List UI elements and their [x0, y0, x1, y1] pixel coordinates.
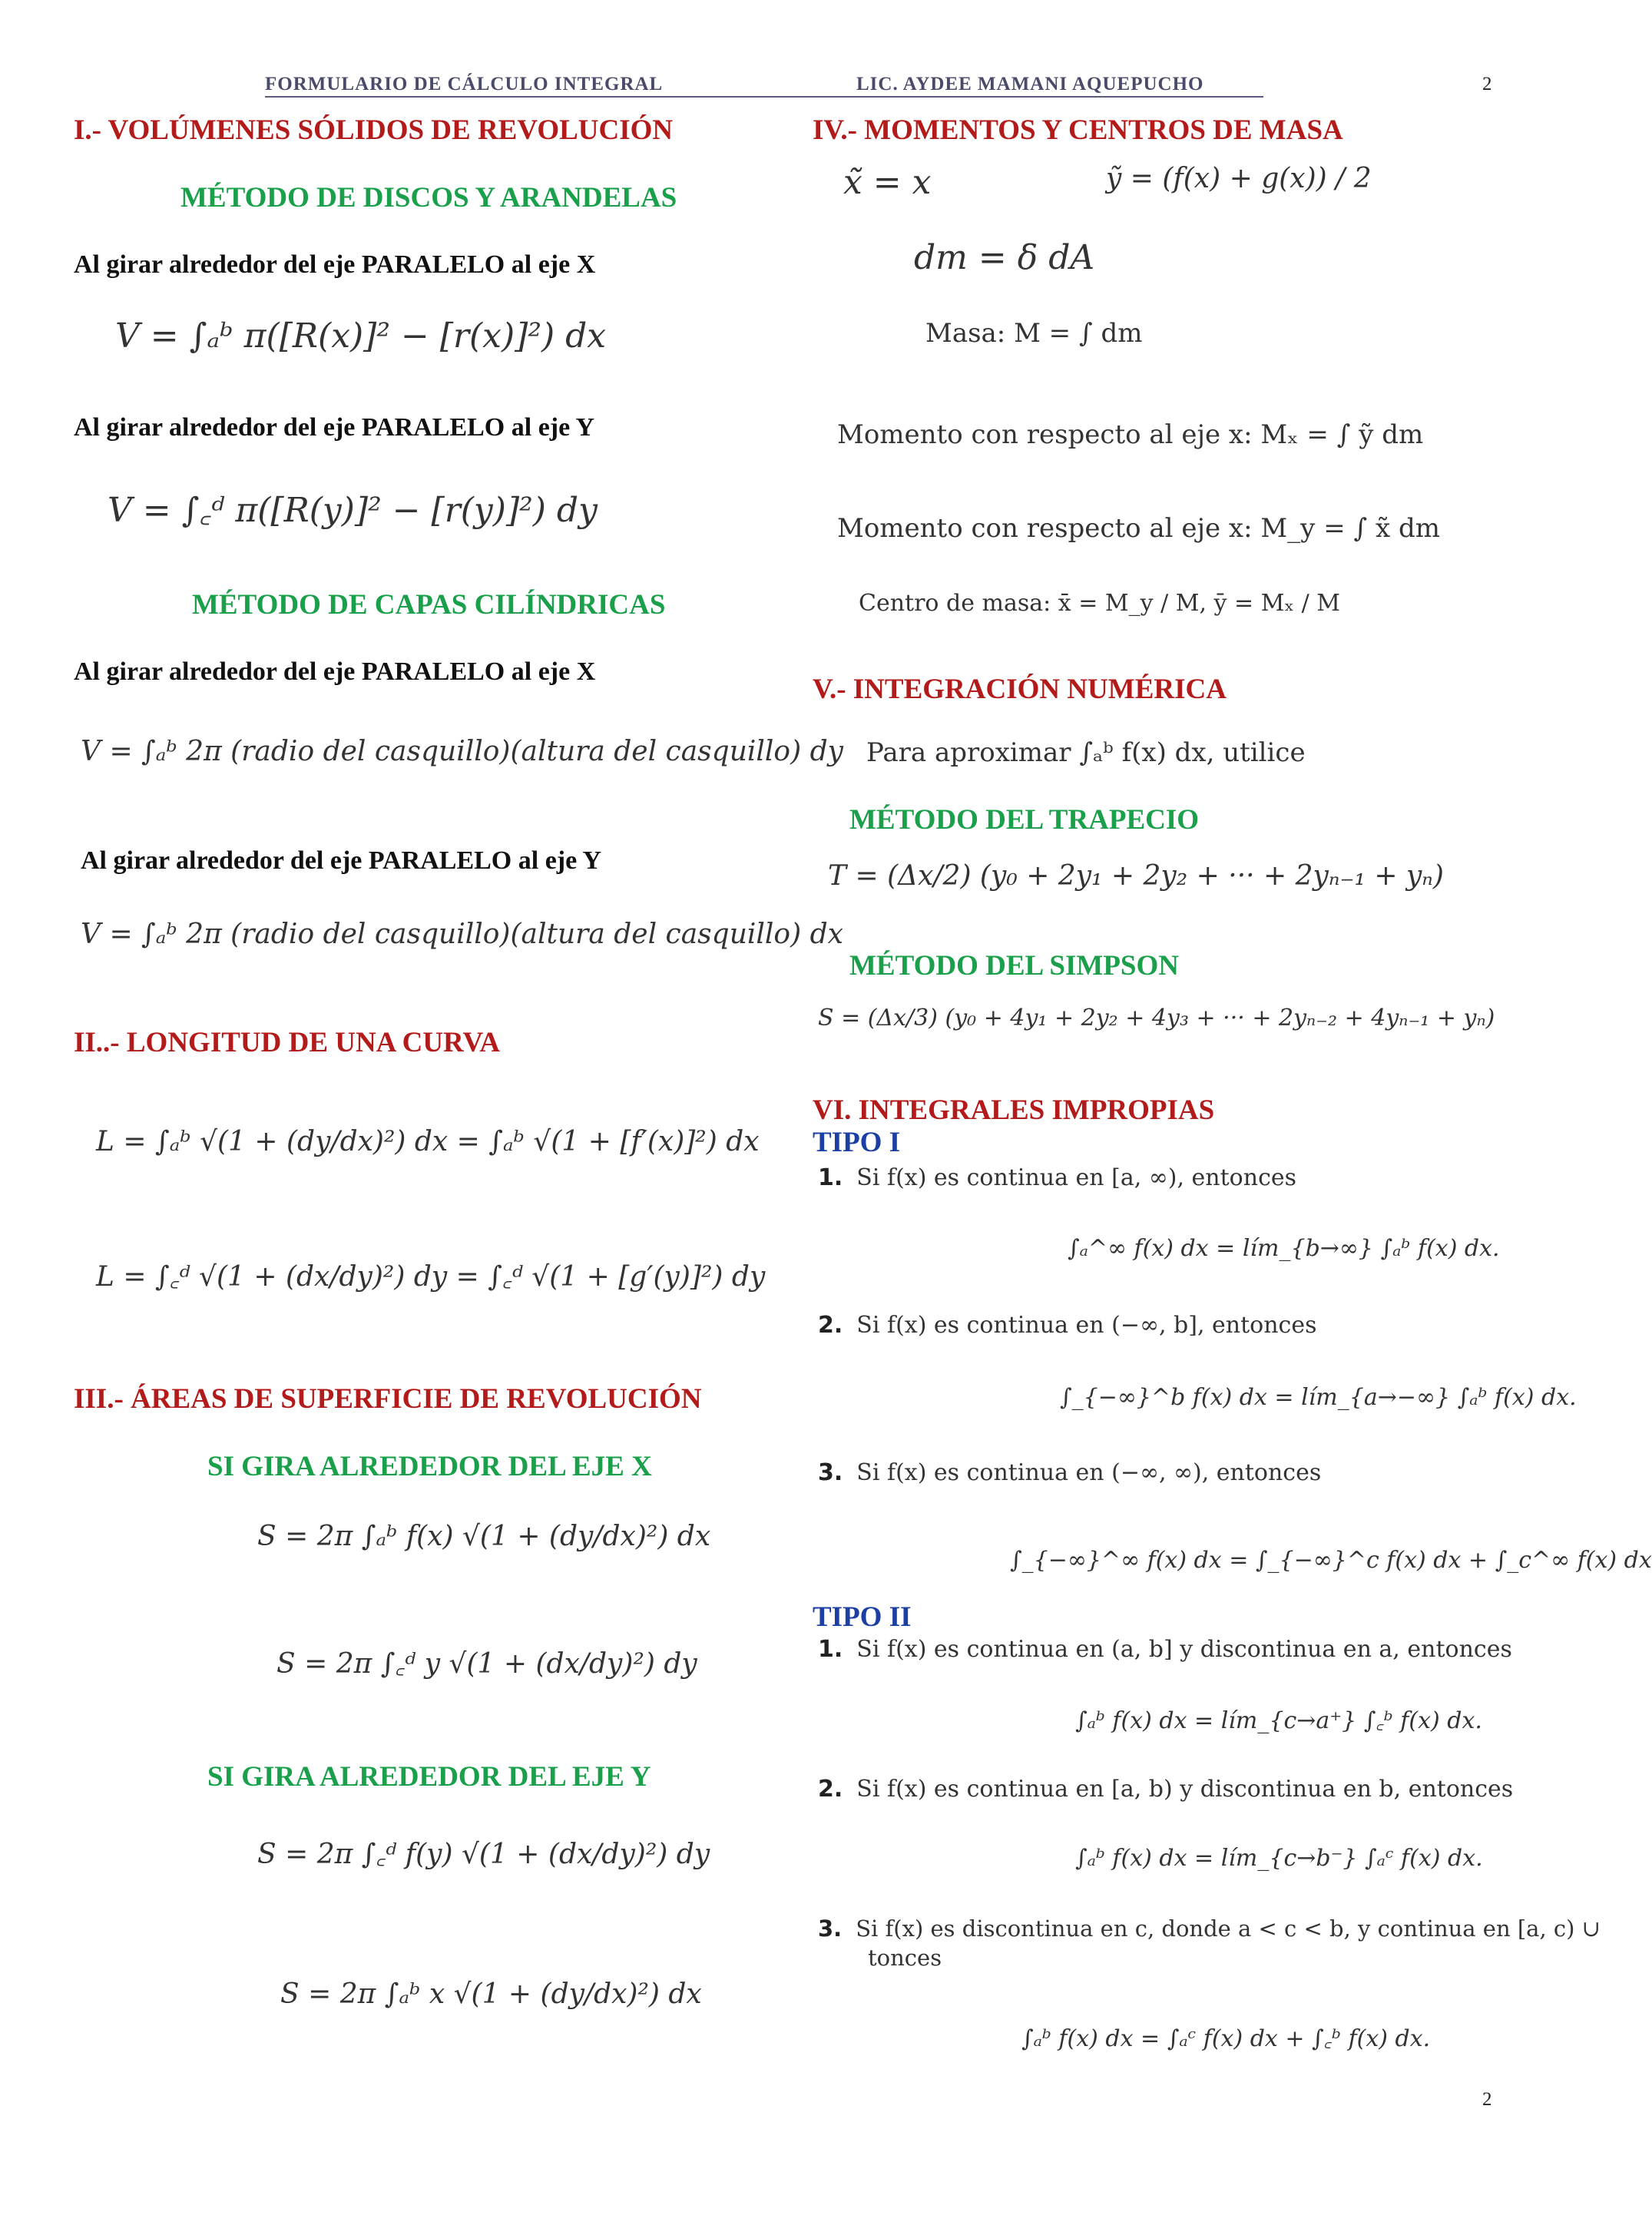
note-axis-x: Al girar alrededor del eje PARALELO al eje X — [74, 250, 596, 279]
note-axis-y-shells: Al girar alrededor del eje PARALELO al eje Y — [81, 846, 601, 875]
method-trapezoid-heading: MÉTODO DEL TRAPECIO — [849, 804, 1200, 836]
rotation-x-heading: SI GIRA ALREDEDOR DEL EJE X — [207, 1451, 652, 1482]
item-text: Si f(x) es continua en [a, b) y discontinua en b, entonces — [856, 1776, 1514, 1803]
formula-volume-discs-x: V = ∫ₐᵇ π([R(x)]² − [r(x)]²) dx — [115, 316, 607, 356]
formula-y-tilde: ỹ = (f(x) + g(x)) / 2 — [1106, 163, 1372, 194]
item-number: 2. — [818, 1312, 843, 1339]
formula-simpson: S = (Δx/3) (y₀ + 4y₁ + 2y₂ + 4y₃ + ··· + 2yₙ₋₂ + 4yₙ₋₁ + yₙ) — [818, 1005, 1495, 1031]
item-text: Si f(x) es continua en (−∞, b], entonces — [856, 1312, 1317, 1339]
item-text: Si f(x) es continua en [a, ∞), entonces — [856, 1164, 1297, 1191]
item-number: 2. — [818, 1776, 843, 1803]
type-1-heading: TIPO I — [813, 1127, 901, 1158]
header-title: FORMULARIO DE CÁLCULO INTEGRAL — [265, 74, 664, 94]
formula-x-tilde: x̃ = x — [843, 163, 932, 202]
method-simpson-heading: MÉTODO DEL SIMPSON — [849, 950, 1180, 982]
type1-item-1 — [818, 1164, 1296, 1191]
formula-surface-x-1: S = 2π ∫ₐᵇ f(x) √(1 + (dy/dx)²) dx — [257, 1521, 711, 1552]
header-author: LIC. AYDEE MAMANI AQUEPUCHO — [856, 74, 1204, 94]
type-2-heading: TIPO II — [813, 1601, 912, 1633]
formula-volume-shells-x: V = ∫ₐᵇ 2π (radio del casquillo)(altura del casquillo) dy — [81, 736, 843, 767]
formula-trapezoid: T = (Δx/2) (y₀ + 2y₁ + 2y₂ + ··· + 2yₙ₋₁ + yₙ) — [828, 860, 1444, 892]
item-text: Si f(x) es continua en (a, b] y discontinua en a, entonces — [856, 1636, 1512, 1663]
header-rule — [265, 96, 1263, 98]
type1-item-3 — [818, 1459, 1321, 1486]
numeric-intro-text: Para aproximar ∫ₐᵇ f(x) dx, utilice — [866, 737, 1306, 768]
item-number: 1. — [818, 1164, 843, 1191]
formula-volume-shells-y: V = ∫ₐᵇ 2π (radio del casquillo)(altura del casquillo) dx — [81, 919, 843, 950]
formula-moment-x: Momento con respecto al eje x: Mₓ = ∫ ỹ dm — [837, 419, 1424, 450]
rotation-y-heading: SI GIRA ALREDEDOR DEL EJE Y — [207, 1761, 651, 1793]
note-axis-y: Al girar alrededor del eje PARALELO al eje Y — [74, 413, 594, 442]
page-number-bottom: 2 — [1482, 2089, 1492, 2110]
item-number: 3. — [818, 1915, 843, 1942]
section-arc-length-title: II..- LONGITUD DE UNA CURVA — [74, 1027, 501, 1058]
formula-type2-2: ∫ₐᵇ f(x) dx = lím_{c→b⁻} ∫ₐᶜ f(x) dx. — [1075, 1845, 1483, 1872]
formula-surface-y-2: S = 2π ∫ₐᵇ x √(1 + (dy/dx)²) dx — [280, 1978, 702, 2010]
section-surface-area-title: III.- ÁREAS DE SUPERFICIE DE REVOLUCIÓN — [74, 1383, 702, 1415]
note-axis-x-shells: Al girar alrededor del eje PARALELO al eje X — [74, 657, 596, 686]
item-text: Si f(x) es discontinua en c, donde a < c < b, y continua en [a, c) ∪ — [856, 1915, 1601, 1942]
section-numeric-integration-title: V.- INTEGRACIÓN NUMÉRICA — [813, 674, 1227, 705]
formula-type2-3: ∫ₐᵇ f(x) dx = ∫ₐᶜ f(x) dx + ∫꜀ᵇ f(x) dx. — [1021, 2025, 1431, 2052]
formula-type1-1: ∫ₐ^∞ f(x) dx = lím_{b→∞} ∫ₐᵇ f(x) dx. — [1068, 1235, 1500, 1262]
formula-volume-discs-y: V = ∫꜀ᵈ π([R(y)]² − [r(y)]²) dy — [108, 491, 598, 530]
formula-center-of-mass: Centro de masa: x̄ = M_y / M, ȳ = Mₓ / M — [859, 590, 1341, 617]
formula-arc-length-y: L = ∫꜀ᵈ √(1 + (dx/dy)²) dy = ∫꜀ᵈ √(1 + [g′(y)]²) dy — [96, 1261, 766, 1293]
formula-type1-3: ∫_{−∞}^∞ f(x) dx = ∫_{−∞}^c f(x) dx + ∫_c^∞ f(x) dx — [1010, 1547, 1652, 1574]
item-number: 3. — [818, 1459, 843, 1486]
item-text: Si f(x) es continua en (−∞, ∞), entonces — [856, 1459, 1322, 1486]
formula-mass: Masa: M = ∫ dm — [925, 318, 1143, 349]
formula-moment-y: Momento con respecto al eje x: M_y = ∫ x̃ dm — [837, 513, 1441, 544]
formula-dm: dm = δ dA — [914, 238, 1095, 277]
section-volumes-title: I.- VOLÚMENES SÓLIDOS DE REVOLUCIÓN — [74, 114, 674, 146]
type2-item-1 — [818, 1636, 1512, 1663]
formula-arc-length-x: L = ∫ₐᵇ √(1 + (dy/dx)²) dx = ∫ₐᵇ √(1 + [f′(x)]²) dx — [96, 1126, 760, 1157]
page-number-top: 2 — [1482, 74, 1492, 94]
method-shells-heading: MÉTODO DE CAPAS CILÍNDRICAS — [192, 589, 666, 621]
section-improper-integrals-title: VI. INTEGRALES IMPROPIAS — [813, 1094, 1215, 1126]
formula-type1-2: ∫_{−∞}^b f(x) dx = lím_{a→−∞} ∫ₐᵇ f(x) dx. — [1060, 1384, 1577, 1411]
type1-item-2 — [818, 1312, 1316, 1339]
type2-item-3 — [818, 1915, 1601, 1942]
formula-surface-y-1: S = 2π ∫꜀ᵈ f(y) √(1 + (dx/dy)²) dy — [257, 1839, 710, 1870]
method-discs-heading: MÉTODO DE DISCOS Y ARANDELAS — [180, 182, 677, 214]
formula-surface-x-2: S = 2π ∫꜀ᵈ y √(1 + (dx/dy)²) dy — [276, 1648, 697, 1680]
item-number: 1. — [818, 1636, 843, 1663]
type2-item-3-continuation: tonces — [868, 1945, 942, 1971]
section-moments-title: IV.- MOMENTOS Y CENTROS DE MASA — [813, 114, 1343, 146]
formula-type2-1: ∫ₐᵇ f(x) dx = lím_{c→a⁺} ∫꜀ᵇ f(x) dx. — [1075, 1707, 1482, 1734]
type2-item-2 — [818, 1776, 1513, 1803]
